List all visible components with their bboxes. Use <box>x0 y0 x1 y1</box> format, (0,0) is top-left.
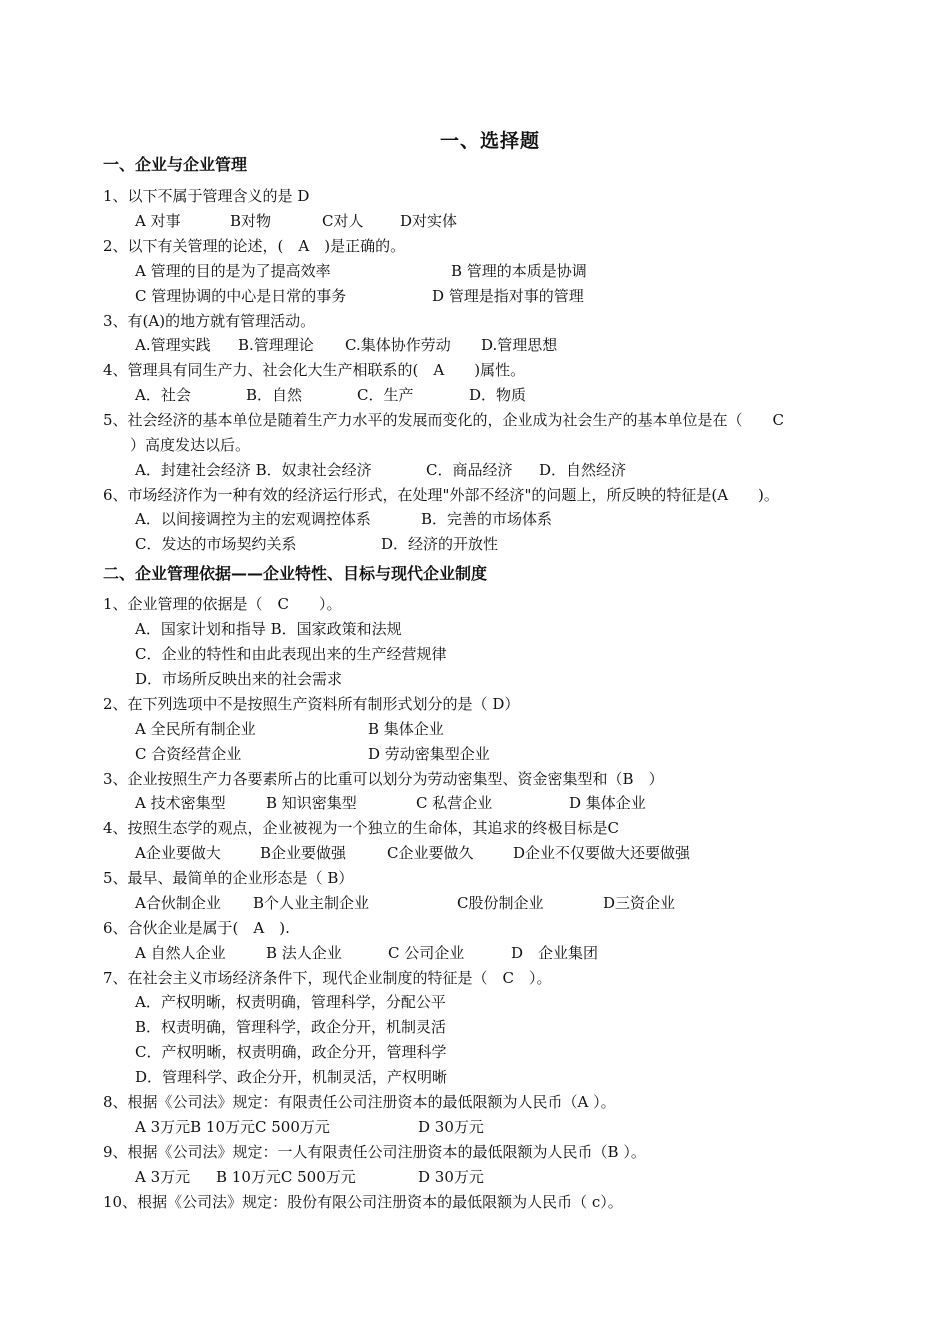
option-d: D企业不仅要做大还要做强 <box>513 844 691 862</box>
question-2-2-options-row2 <box>135 742 490 766</box>
question-2-7-option-b: B．权责明确，管理科学，政企分开，机制灵活 <box>135 1018 447 1036</box>
option-c: C.集体协作劳动 <box>345 336 451 354</box>
option-d: D 劳动密集型企业 <box>368 745 490 763</box>
option-c: C 公司企业 <box>388 944 465 962</box>
option-b: B.管理理论 <box>238 336 314 354</box>
option-bc: B 10万元C 500万元 <box>216 1168 356 1186</box>
page-title: 一、选择题 <box>439 130 540 152</box>
option-a: A 对事 <box>135 212 181 230</box>
question-2-1-option-d: D．市场所反映出来的社会需求 <box>135 670 343 688</box>
section-heading-2: 二、企业管理依据——企业特性、目标与现代企业制度 <box>103 564 488 583</box>
question-1-6-options-row1 <box>135 507 553 531</box>
question-2-3: 3、企业按照生产力各要素所占的比重可以划分为劳动密集型、资金密集型和（B ） <box>103 770 664 788</box>
section-heading-1: 一、企业与企业管理 <box>103 155 248 174</box>
option-c: C股份制企业 <box>457 894 544 912</box>
question-1-4: 4、管理具有同生产力、社会化大生产相联系的( A )属性。 <box>103 361 526 379</box>
question-1-6: 6、市场经济作为一种有效的经济运行形式，在处理"外部不经济"的问题上，所反映的特征是(A )。 <box>103 486 779 504</box>
option-b: B 集体企业 <box>368 720 444 738</box>
option-b: B 管理的本质是协调 <box>451 262 587 280</box>
option-a: A企业要做大 <box>135 844 221 862</box>
question-1-1-options <box>135 209 458 233</box>
question-2-7: 7、在社会主义市场经济条件下，现代企业制度的特征是（ C ）。 <box>103 969 552 987</box>
question-2-3-options <box>135 791 646 815</box>
question-2-7-option-c: C．产权明晰，权责明确，政企分开，管理科学 <box>135 1043 447 1061</box>
question-2-1-option-ab: A．国家计划和指导 B．国家政策和法规 <box>135 620 402 638</box>
option-b: B．自然 <box>246 386 303 404</box>
option-d: D.管理思想 <box>481 336 558 354</box>
option-d: D．自然经济 <box>539 461 627 479</box>
option-d: D 30万元 <box>418 1118 484 1136</box>
option-c: C．生产 <box>357 386 414 404</box>
option-a: A合伙制企业 <box>135 894 221 912</box>
option-a: A.管理实践 <box>135 336 211 354</box>
question-2-7-option-a: A．产权明晰，权责明确，管理科学，分配公平 <box>135 993 446 1011</box>
question-1-2: 2、以下有关管理的论述，( A )是正确的。 <box>103 237 406 255</box>
option-d: D 30万元 <box>418 1168 484 1186</box>
option-b: B对物 <box>230 212 272 230</box>
question-2-6-options <box>135 941 599 965</box>
question-1-2-options-row2 <box>135 284 584 308</box>
option-d: D 企业集团 <box>511 944 599 962</box>
question-2-5-options <box>135 891 676 915</box>
option-a: A 管理的目的是为了提高效率 <box>135 262 331 280</box>
option-b: B 法人企业 <box>266 944 342 962</box>
question-1-2-options-row1 <box>135 259 587 283</box>
question-1-6-options-row2 <box>135 532 499 556</box>
question-2-8: 8、根据《公司法》规定：有限责任公司注册资本的最低限额为人民币（A ）。 <box>103 1093 616 1111</box>
question-2-2-options-row1 <box>135 717 444 741</box>
option-a: A 3万元 <box>135 1168 191 1186</box>
option-a: A．以间接调控为主的宏观调控体系 <box>135 510 371 528</box>
option-d: D 集体企业 <box>569 794 646 812</box>
question-2-5: 5、最早、最简单的企业形态是（ B） <box>103 869 354 887</box>
question-2-6: 6、合伙企业是属于( A ). <box>103 919 290 937</box>
option-d: D 管理是指对事的管理 <box>432 287 584 305</box>
question-1-1: 1、以下不属于管理含义的是 D <box>103 187 310 205</box>
option-d: D对实体 <box>400 212 458 230</box>
question-2-4: 4、按照生态学的观点，企业被视为一个独立的生命体，其追求的终极目标是C <box>103 819 620 837</box>
question-2-2: 2、在下列选项中不是按照生产资料所有制形式划分的是（ D） <box>103 695 520 713</box>
option-ab: A．封建社会经济 B．奴隶社会经济 <box>135 461 372 479</box>
question-2-10: 10、根据《公司法》规定：股份有限公司注册资本的最低限额为人民币（ c）。 <box>103 1193 623 1211</box>
question-1-4-options <box>135 383 527 407</box>
option-b: B 知识密集型 <box>266 794 357 812</box>
option-a: A 技术密集型 <box>135 794 226 812</box>
option-b: B个人业主制企业 <box>253 894 370 912</box>
option-c: C 私营企业 <box>416 794 493 812</box>
option-c: C 管理协调的中心是日常的事务 <box>135 287 347 305</box>
option-b: B企业要做强 <box>260 844 347 862</box>
option-a: A．社会 <box>135 386 191 404</box>
question-1-5-continuation: ）高度发达以后。 <box>130 436 251 454</box>
question-1-5: 5、社会经济的基本单位是随着生产力水平的发展而变化的，企业成为社会生产的基本单位是在（ C <box>103 411 785 429</box>
question-2-4-options <box>135 841 691 865</box>
question-2-8-options <box>135 1115 484 1139</box>
option-c: C．发达的市场契约关系 <box>135 535 297 553</box>
question-1-3-options <box>135 333 558 357</box>
question-2-9: 9、根据《公司法》规定：一人有限责任公司注册资本的最低限额为人民币（B ）。 <box>103 1143 646 1161</box>
question-1-3: 3、有(A)的地方就有管理活动。 <box>103 312 316 330</box>
option-c: C．商品经济 <box>426 461 513 479</box>
option-b: B．完善的市场体系 <box>421 510 553 528</box>
option-c: C对人 <box>322 212 364 230</box>
option-abc: A 3万元B 10万元C 500万元 <box>135 1118 330 1136</box>
question-2-9-options <box>135 1165 484 1189</box>
option-d: D．经济的开放性 <box>381 535 499 553</box>
question-2-1: 1、企业管理的依据是（ C ）。 <box>103 595 342 613</box>
option-c: C 合资经营企业 <box>135 745 242 763</box>
question-1-5-options <box>135 458 627 482</box>
option-a: A 全民所有制企业 <box>135 720 256 738</box>
question-2-1-option-c: C．企业的特性和由此表现出来的生产经营规律 <box>135 645 447 663</box>
option-a: A 自然人企业 <box>135 944 226 962</box>
option-d: D三资企业 <box>603 894 676 912</box>
option-c: C企业要做久 <box>387 844 474 862</box>
question-2-7-option-d: D．管理科学、政企分开，机制灵活，产权明晰 <box>135 1068 448 1086</box>
option-d: D．物质 <box>469 386 527 404</box>
